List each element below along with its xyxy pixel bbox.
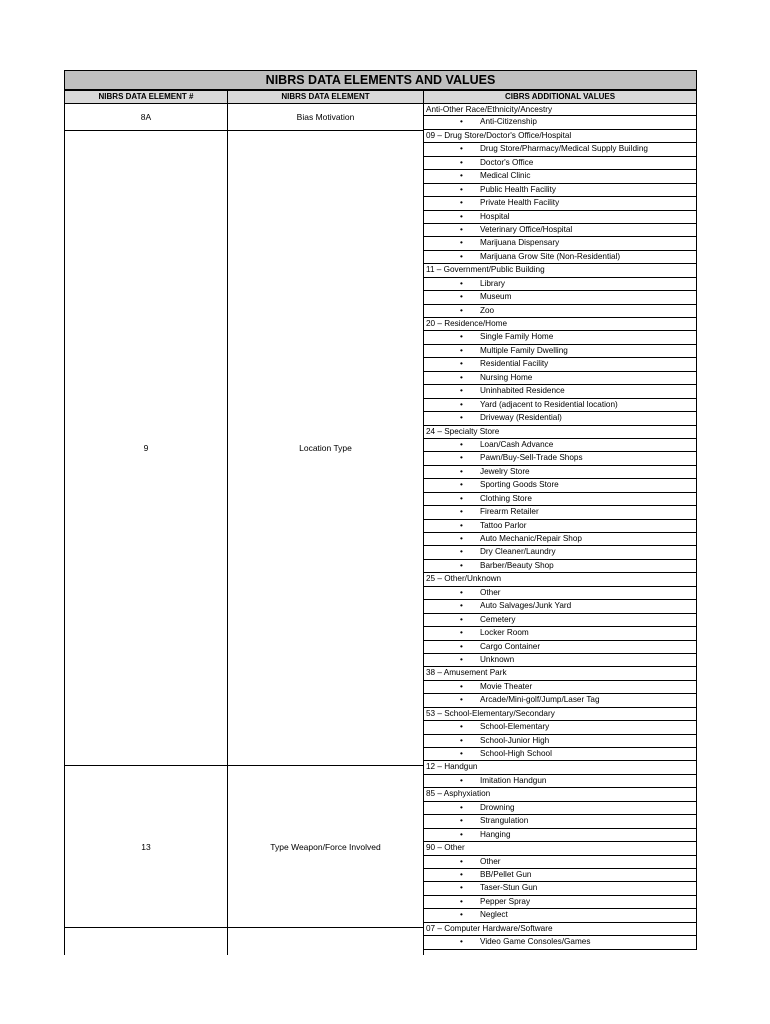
value-bullet-item [423,116,697,129]
value-bullet-item [423,237,697,250]
value-text: School-High School [480,749,552,758]
value-bullet-item [423,358,697,371]
bullet-icon: • [460,749,463,758]
bullet-icon: • [460,802,463,812]
value-text: Dry Cleaner/Laundry [480,547,556,557]
value-bullet-item [423,748,697,761]
value-bullet-item [423,775,697,788]
value-text: Clothing Store [480,493,532,503]
bullet-icon: • [460,628,463,638]
header-element-number: NIBRS DATA ELEMENT # [64,90,228,104]
value-bullet-item [423,627,697,640]
value-bullet-item [423,909,697,922]
bullet-icon: • [460,372,463,382]
value-text: Anti-Citizenship [480,117,537,127]
bullet-icon: • [460,910,463,920]
bullet-icon: • [460,345,463,355]
value-text: Drug Store/Pharmacy/Medical Supply Building [480,144,648,154]
value-text: Tattoo Parlor [480,520,527,530]
value-bullet-item [423,291,697,304]
value-bullet-item [423,641,697,654]
value-text: Zoo [480,305,495,315]
bullet-icon: • [460,399,463,409]
value-text: Taser-Stun Gun [480,883,538,893]
bullet-icon: • [460,507,463,517]
bullet-icon: • [460,439,463,449]
additional-values-column [423,103,697,950]
header-additional-values: CIBRS ADDITIONAL VALUES [423,90,697,104]
bullet-icon: • [460,413,463,423]
bullet-icon: • [460,695,463,705]
value-bullet-item [423,305,697,318]
value-bullet-item [423,439,697,452]
element-number-cell: 8A [64,103,228,131]
value-text: Uninhabited Residence [480,386,565,396]
bullet-icon: • [460,722,463,732]
bullet-icon: • [460,735,463,745]
header-element-name: NIBRS DATA ELEMENT [227,90,424,104]
bullet-icon: • [460,937,463,947]
value-text: Marijuana Grow Site (Non-Residential) [480,251,621,261]
bullet-icon: • [460,386,463,396]
bullet-icon: • [460,292,463,302]
element-name-cell: Location Type [227,130,424,765]
value-bullet-item [423,600,697,613]
value-bullet-item [423,412,697,425]
value-bullet-item [423,520,697,533]
value-category: 25 – Other/Unknown [423,573,697,586]
value-text: Firearm Retailer [480,507,539,517]
element-number-cell: 9 [64,130,228,765]
bullet-icon: • [460,480,463,490]
value-bullet-item [423,896,697,909]
value-text: Auto Mechanic/Repair Shop [480,534,582,543]
value-category: 38 – Amusement Park [423,667,697,680]
value-text: Other [480,587,501,597]
value-bullet-item [423,614,697,627]
value-text: Sporting Goods Store [480,480,559,490]
value-text: Imitation Handgun [480,775,547,785]
value-bullet-item [423,735,697,748]
bullet-icon: • [460,157,463,167]
value-text: Locker Room [480,628,529,638]
value-text: School-Junior High [480,735,550,745]
bullet-icon: • [460,171,463,181]
bullet-icon: • [460,681,463,691]
value-bullet-item [423,278,697,291]
value-text: Other [480,856,501,866]
element-number-cell [64,927,228,955]
value-bullet-item [423,372,697,385]
value-text: Residential Facility [480,359,549,369]
value-text: School-Elementary [480,722,550,732]
value-bullet-item [423,399,697,412]
bullet-icon: • [460,493,463,503]
value-bullet-item [423,184,697,197]
table-title: NIBRS DATA ELEMENTS AND VALUES [64,70,697,90]
bullet-icon: • [460,883,463,893]
value-text: BB/Pellet Gun [480,869,532,879]
value-text: Library [480,278,506,288]
value-category: 53 – School-Elementary/Secondary [423,708,697,721]
value-bullet-item [423,466,697,479]
bullet-icon: • [460,359,463,369]
bullet-icon: • [460,453,463,463]
bullet-icon: • [460,144,463,154]
value-bullet-item [423,345,697,358]
value-bullet-item [423,721,697,734]
value-category: 09 – Drug Store/Doctor's Office/Hospital [423,130,697,143]
element-number-cell: 13 [64,765,228,928]
value-bullet-item [423,143,697,156]
value-text: Loan/Cash Advance [480,439,554,449]
value-bullet-item [423,385,697,398]
element-name-cell: Bias Motivation [227,103,424,131]
value-text: Museum [480,292,512,302]
bullet-icon: • [460,560,463,570]
value-bullet-item [423,681,697,694]
value-bullet-item [423,546,697,559]
bullet-icon: • [460,305,463,315]
value-text: Unknown [480,654,515,664]
value-bullet-item [423,533,697,546]
value-bullet-item [423,452,697,465]
value-text: Public Health Facility [480,184,556,194]
value-text: Pepper Spray [480,896,531,906]
value-text: Cargo Container [480,641,541,651]
bullet-icon: • [460,224,463,234]
bullet-icon: • [460,775,463,785]
bullet-icon: • [460,466,463,476]
value-text: Movie Theater [480,681,533,691]
value-bullet-item [423,506,697,519]
value-text: Single Family Home [480,332,554,342]
value-bullet-item [423,197,697,210]
value-text: Drowning [480,802,515,812]
value-bullet-item [423,856,697,869]
value-bullet-item [423,829,697,842]
bullet-icon: • [460,211,463,221]
value-bullet-item [423,882,697,895]
value-bullet-item [423,331,697,344]
value-category: Anti-Other Race/Ethnicity/Ancestry [423,103,697,116]
value-text: Doctor's Office [480,157,534,167]
value-bullet-item [423,694,697,707]
bullet-icon: • [460,856,463,866]
value-text: Veterinary Office/Hospital [480,224,573,234]
bullet-icon: • [460,601,463,611]
element-name-cell: Type Weapon/Force Involved [227,765,424,928]
bullet-icon: • [460,278,463,288]
value-bullet-item [423,802,697,815]
value-category: 24 – Specialty Store [423,426,697,439]
value-bullet-item [423,157,697,170]
value-text: Jewelry Store [480,466,530,476]
value-category: 90 – Other [423,842,697,855]
bullet-icon: • [460,869,463,879]
value-bullet-item [423,493,697,506]
bullet-icon: • [460,534,463,543]
bullet-icon: • [460,332,463,342]
value-bullet-item [423,936,697,949]
value-text: Private Health Facility [480,198,560,208]
value-bullet-item [423,815,697,828]
value-bullet-item [423,587,697,600]
value-category: 11 – Government/Public Building [423,264,697,277]
value-text: Strangulation [480,816,529,826]
value-text: Cemetery [480,614,516,624]
value-category: 20 – Residence/Home [423,318,697,331]
bullet-icon: • [460,117,463,127]
bullet-icon: • [460,816,463,826]
bullet-icon: • [460,614,463,624]
value-bullet-item [423,869,697,882]
value-category: 12 – Handgun [423,761,697,774]
value-bullet-item [423,170,697,183]
value-text: Hospital [480,211,510,221]
bullet-icon: • [460,654,463,664]
value-text: Pawn/Buy-Sell-Trade Shops [480,453,583,463]
bullet-icon: • [460,641,463,651]
value-text: Multiple Family Dwelling [480,345,568,355]
bullet-icon: • [460,184,463,194]
value-bullet-item [423,251,697,264]
bullet-icon: • [460,251,463,261]
value-text: Medical Clinic [480,171,531,181]
bullet-icon: • [460,829,463,839]
value-bullet-item [423,654,697,667]
value-text: Auto Salvages/Junk Yard [480,601,572,611]
bullet-icon: • [460,238,463,248]
value-text: Video Game Consoles/Games [480,937,591,947]
bullet-icon: • [460,520,463,530]
value-text: Arcade/Mini-golf/Jump/Laser Tag [480,695,600,705]
value-text: Nursing Home [480,372,533,382]
value-bullet-item [423,224,697,237]
bullet-icon: • [460,547,463,557]
value-text: Yard (adjacent to Residential location) [480,399,618,409]
value-category: 85 – Asphyxiation [423,788,697,801]
value-bullet-item [423,211,697,224]
bullet-icon: • [460,587,463,597]
value-category: 07 – Computer Hardware/Software [423,923,697,936]
value-text: Barber/Beauty Shop [480,560,554,570]
element-name-cell [227,927,424,955]
value-text: Hanging [480,829,511,839]
value-text: Marijuana Dispensary [480,238,560,248]
value-text: Driveway (Residential) [480,413,562,423]
value-text: Neglect [480,910,508,920]
value-bullet-item [423,479,697,492]
bullet-icon: • [460,896,463,906]
value-bullet-item [423,560,697,573]
bullet-icon: • [460,198,463,208]
